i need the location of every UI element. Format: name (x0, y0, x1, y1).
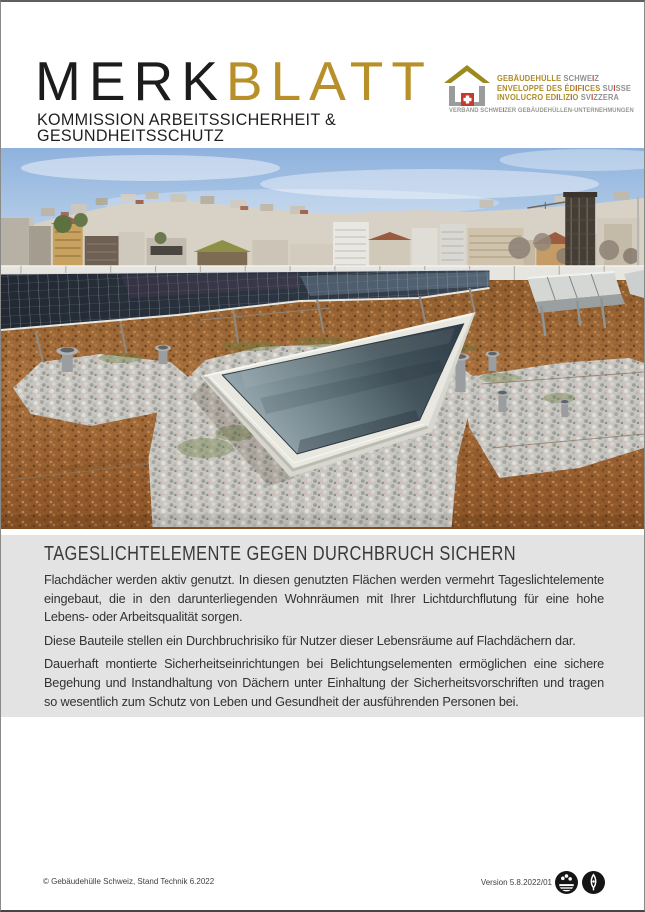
plumb-bob-badge-icon (582, 871, 605, 894)
footer-copyright: © Gebäudehülle Schweiz, Stand Technik 6.2022 (43, 877, 215, 886)
info-panel (1, 535, 644, 717)
logo-wordmark (497, 74, 631, 103)
subtitle-line1: KOMMISSION ARBEITSSICHERHEIT & (37, 110, 337, 129)
logo-line-it: INVOLUCRO EDILIZIO SVIZZERA (497, 93, 620, 102)
logo-line-fr: ENVELOPPE DES ÉDIFICES SUISSE (497, 83, 632, 93)
subtitle-line2: GESUNDHEITSSCHUTZ (37, 125, 225, 145)
paragraph-3: Dauerhaft montierte Sicherheitseinrichtungen bei Belichtungselementen ermöglichen eine sichere Begehung und Instandhaltung von Dächern unter Einhaltung der Sicherheitsvorschriften und tragen so wesentlich zum Schutz von Leben und Gesundheit der ausführenden Personen bei. (44, 657, 604, 709)
title-merk: MERK (35, 50, 226, 112)
section-title: TAGESLICHTELEMENTE GEGEN DURCHBRUCH SICHERN (44, 543, 517, 565)
title-blatt: BLATT (225, 50, 433, 112)
logo-tagline: VERBAND SCHWEIZER GEBÄUDEHÜLLEN-UNTERNEHMUNGEN (449, 107, 634, 114)
logo-line-de: GEBÄUDEHÜLLE SCHWEIZ (497, 74, 600, 83)
roof-photo (1, 148, 644, 529)
roof-rain-badge-icon (555, 871, 578, 894)
footer-version: Version 5.8.2022/01 (480, 878, 552, 887)
section-body (44, 571, 604, 716)
footer-badges (555, 871, 607, 895)
paragraph-1: Flachdächer werden aktiv genutzt. In diesen genutzten Flächen werden vermehrt Tageslichtelemente eingebaut, die in den darunterliegenden Wohnräumen mit Ihrer Lichtdurchflutung für eine hohe Lebens- oder Arbeitsqualität sorgen. (44, 573, 604, 625)
page-subtitle (37, 112, 336, 143)
page-title (35, 50, 433, 112)
house-logo-icon (442, 62, 492, 109)
paragraph-2: Diese Bauteile stellen ein Durchbruchrisiko für Nutzer dieser Lebensräume auf Flachdächern dar. (44, 633, 576, 648)
